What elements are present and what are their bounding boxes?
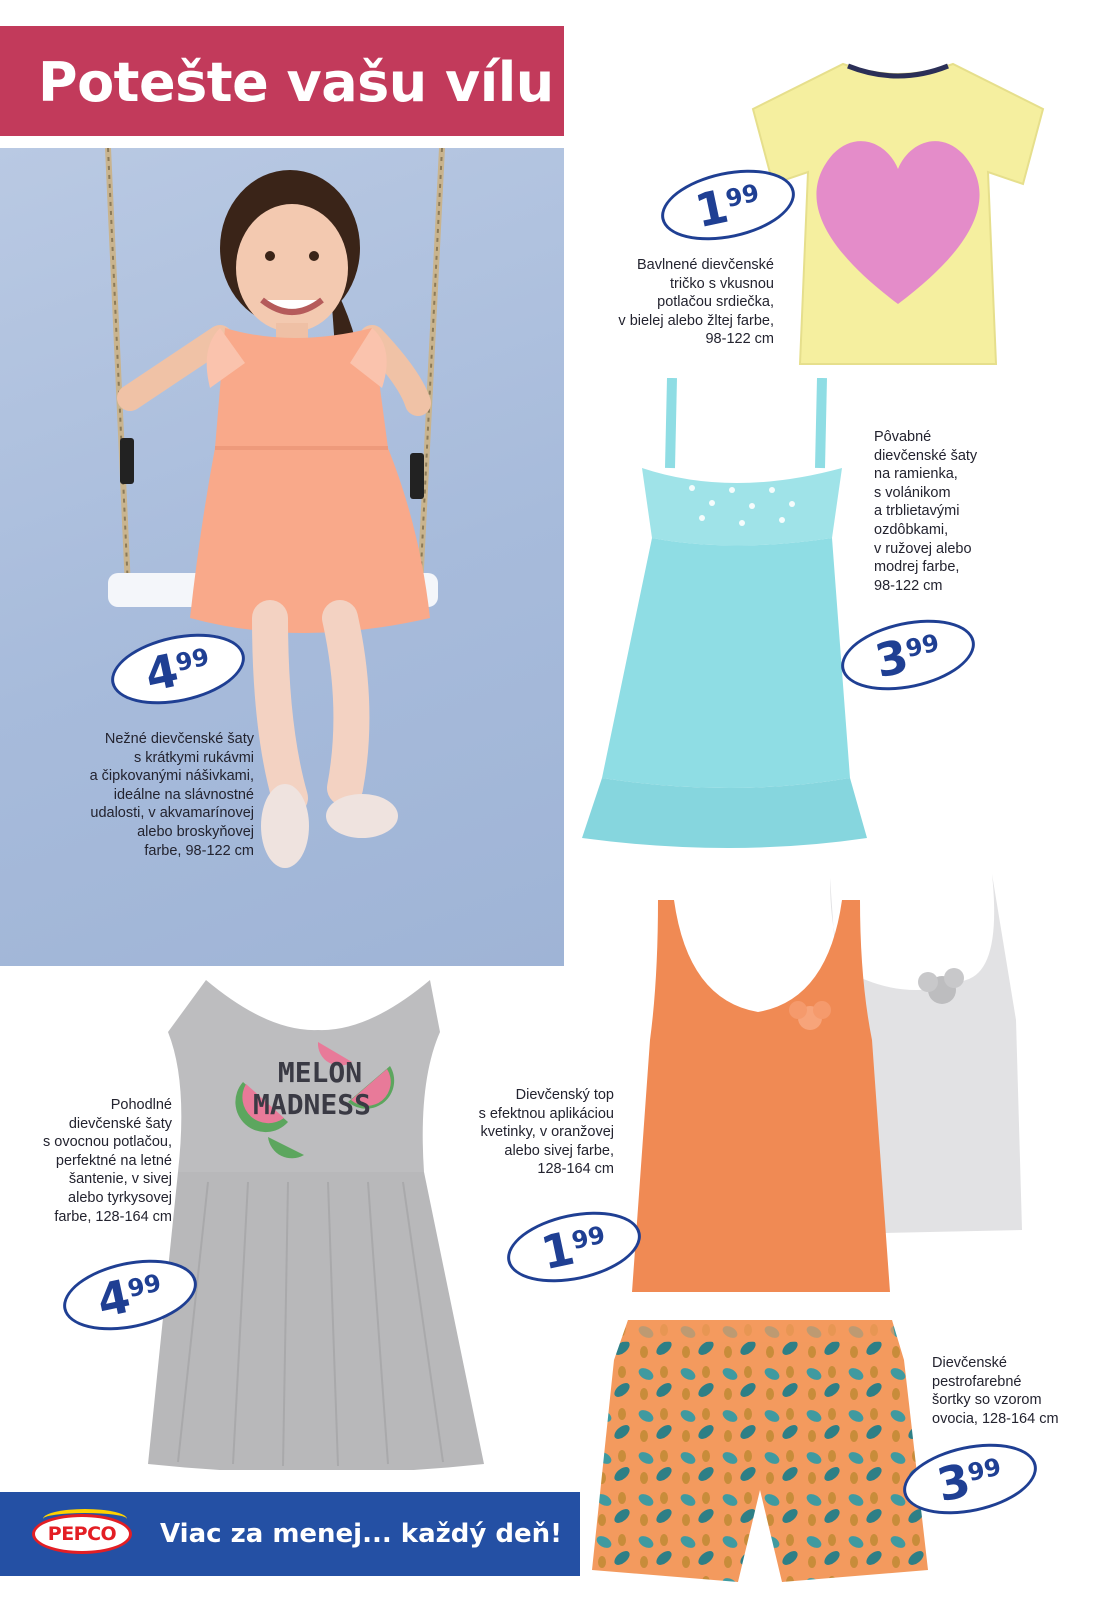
price-decimal: 99 <box>569 1220 608 1255</box>
price-integer: 4 <box>92 1268 134 1329</box>
description-line: šortky so vzorom <box>932 1392 1042 1409</box>
description-line: v bielej alebo žltej farbe, <box>618 312 774 329</box>
description-line: ideálne na slávnostné <box>113 786 254 803</box>
description-line: Nežné dievčenské šaty <box>104 731 254 747</box>
description-line: a trblietavými <box>874 503 960 520</box>
description-line: alebo sivej farbe, <box>504 1142 614 1159</box>
price-decimal: 99 <box>723 178 762 213</box>
product-image-melon-dress <box>148 972 488 1470</box>
description-line: s volánikom <box>874 484 951 501</box>
description-line: farbe, 128-164 cm <box>54 1208 172 1225</box>
description-line: Dievčenský top <box>515 1087 614 1103</box>
description-line: kvetinky, v oranžovej <box>480 1124 614 1141</box>
price-integer: 1 <box>690 178 732 239</box>
description-line: a čipkovanými nášivkami, <box>89 768 254 785</box>
price-decimal: 99 <box>125 1268 164 1303</box>
description-line: 98-122 cm <box>874 577 943 594</box>
description-peach-dress <box>40 730 254 860</box>
description-line: udalosti, v akvamarínovej <box>90 805 254 822</box>
description-line: s efektnou aplikáciou <box>478 1105 614 1122</box>
description-fruit-shorts <box>932 1354 1100 1428</box>
description-melon-dress <box>10 1096 172 1226</box>
description-line: alebo broskyňovej <box>137 823 254 840</box>
description-line: Bavlnené dievčenské <box>636 257 774 273</box>
price-integer: 1 <box>536 1220 578 1281</box>
product-image-flower-top-orange <box>628 900 890 1300</box>
description-line: farbe, 98-122 cm <box>144 842 254 859</box>
description-heart-tshirt <box>568 256 774 349</box>
description-line: ozdôbkami, <box>874 521 949 538</box>
description-line: dievčenské šaty <box>874 447 978 464</box>
description-line: Pôvabné <box>874 429 932 445</box>
pepco-logo <box>32 1514 132 1554</box>
price-decimal: 99 <box>903 628 942 663</box>
melon-print-line-2: MADNESS <box>252 1088 372 1121</box>
description-line: Pohodlné <box>110 1097 172 1113</box>
description-line: na ramienka, <box>874 466 958 483</box>
price-decimal: 99 <box>965 1452 1004 1487</box>
description-line: šantenie, v sivej <box>68 1171 172 1188</box>
price-integer: 4 <box>140 642 182 703</box>
melon-print-line-1: MELON <box>277 1056 363 1089</box>
logo-text: PEPCO <box>47 1523 117 1545</box>
description-line: alebo tyrkysovej <box>68 1189 172 1206</box>
page-title: Potešte vašu vílu <box>0 26 564 136</box>
description-line: modrej farbe, <box>874 559 960 576</box>
description-line: Dievčenské <box>932 1355 1007 1371</box>
description-line: ovocia, 128-164 cm <box>932 1410 1059 1427</box>
slogan: Viac za menej... každý deň! <box>160 1519 562 1549</box>
description-line: tričko s vkusnou <box>670 275 774 292</box>
product-image-heart-tshirt <box>748 54 1048 374</box>
description-strap-dress <box>874 428 1074 595</box>
description-line: pestrofarebné <box>932 1373 1022 1390</box>
price-badge-flower-top <box>501 1201 648 1294</box>
description-line: 98-122 cm <box>705 331 774 348</box>
description-line: v ružovej alebo <box>874 540 972 557</box>
price-integer: 3 <box>932 1452 974 1513</box>
price-decimal: 99 <box>173 642 212 677</box>
product-image-fruit-shorts <box>592 1320 928 1592</box>
description-line: s ovocnou potlačou, <box>43 1134 172 1151</box>
product-image-strap-dress <box>582 378 872 854</box>
description-line: dievčenské šaty <box>68 1115 172 1132</box>
description-line: s krátkymi rukávmi <box>133 749 254 766</box>
footer-banner <box>0 1492 580 1576</box>
description-flower-top <box>428 1086 614 1179</box>
description-line: 128-164 cm <box>537 1161 614 1178</box>
price-integer: 3 <box>870 628 912 689</box>
description-line: perfektné na letné <box>55 1152 172 1169</box>
description-line: potlačou srdiečka, <box>657 294 774 311</box>
